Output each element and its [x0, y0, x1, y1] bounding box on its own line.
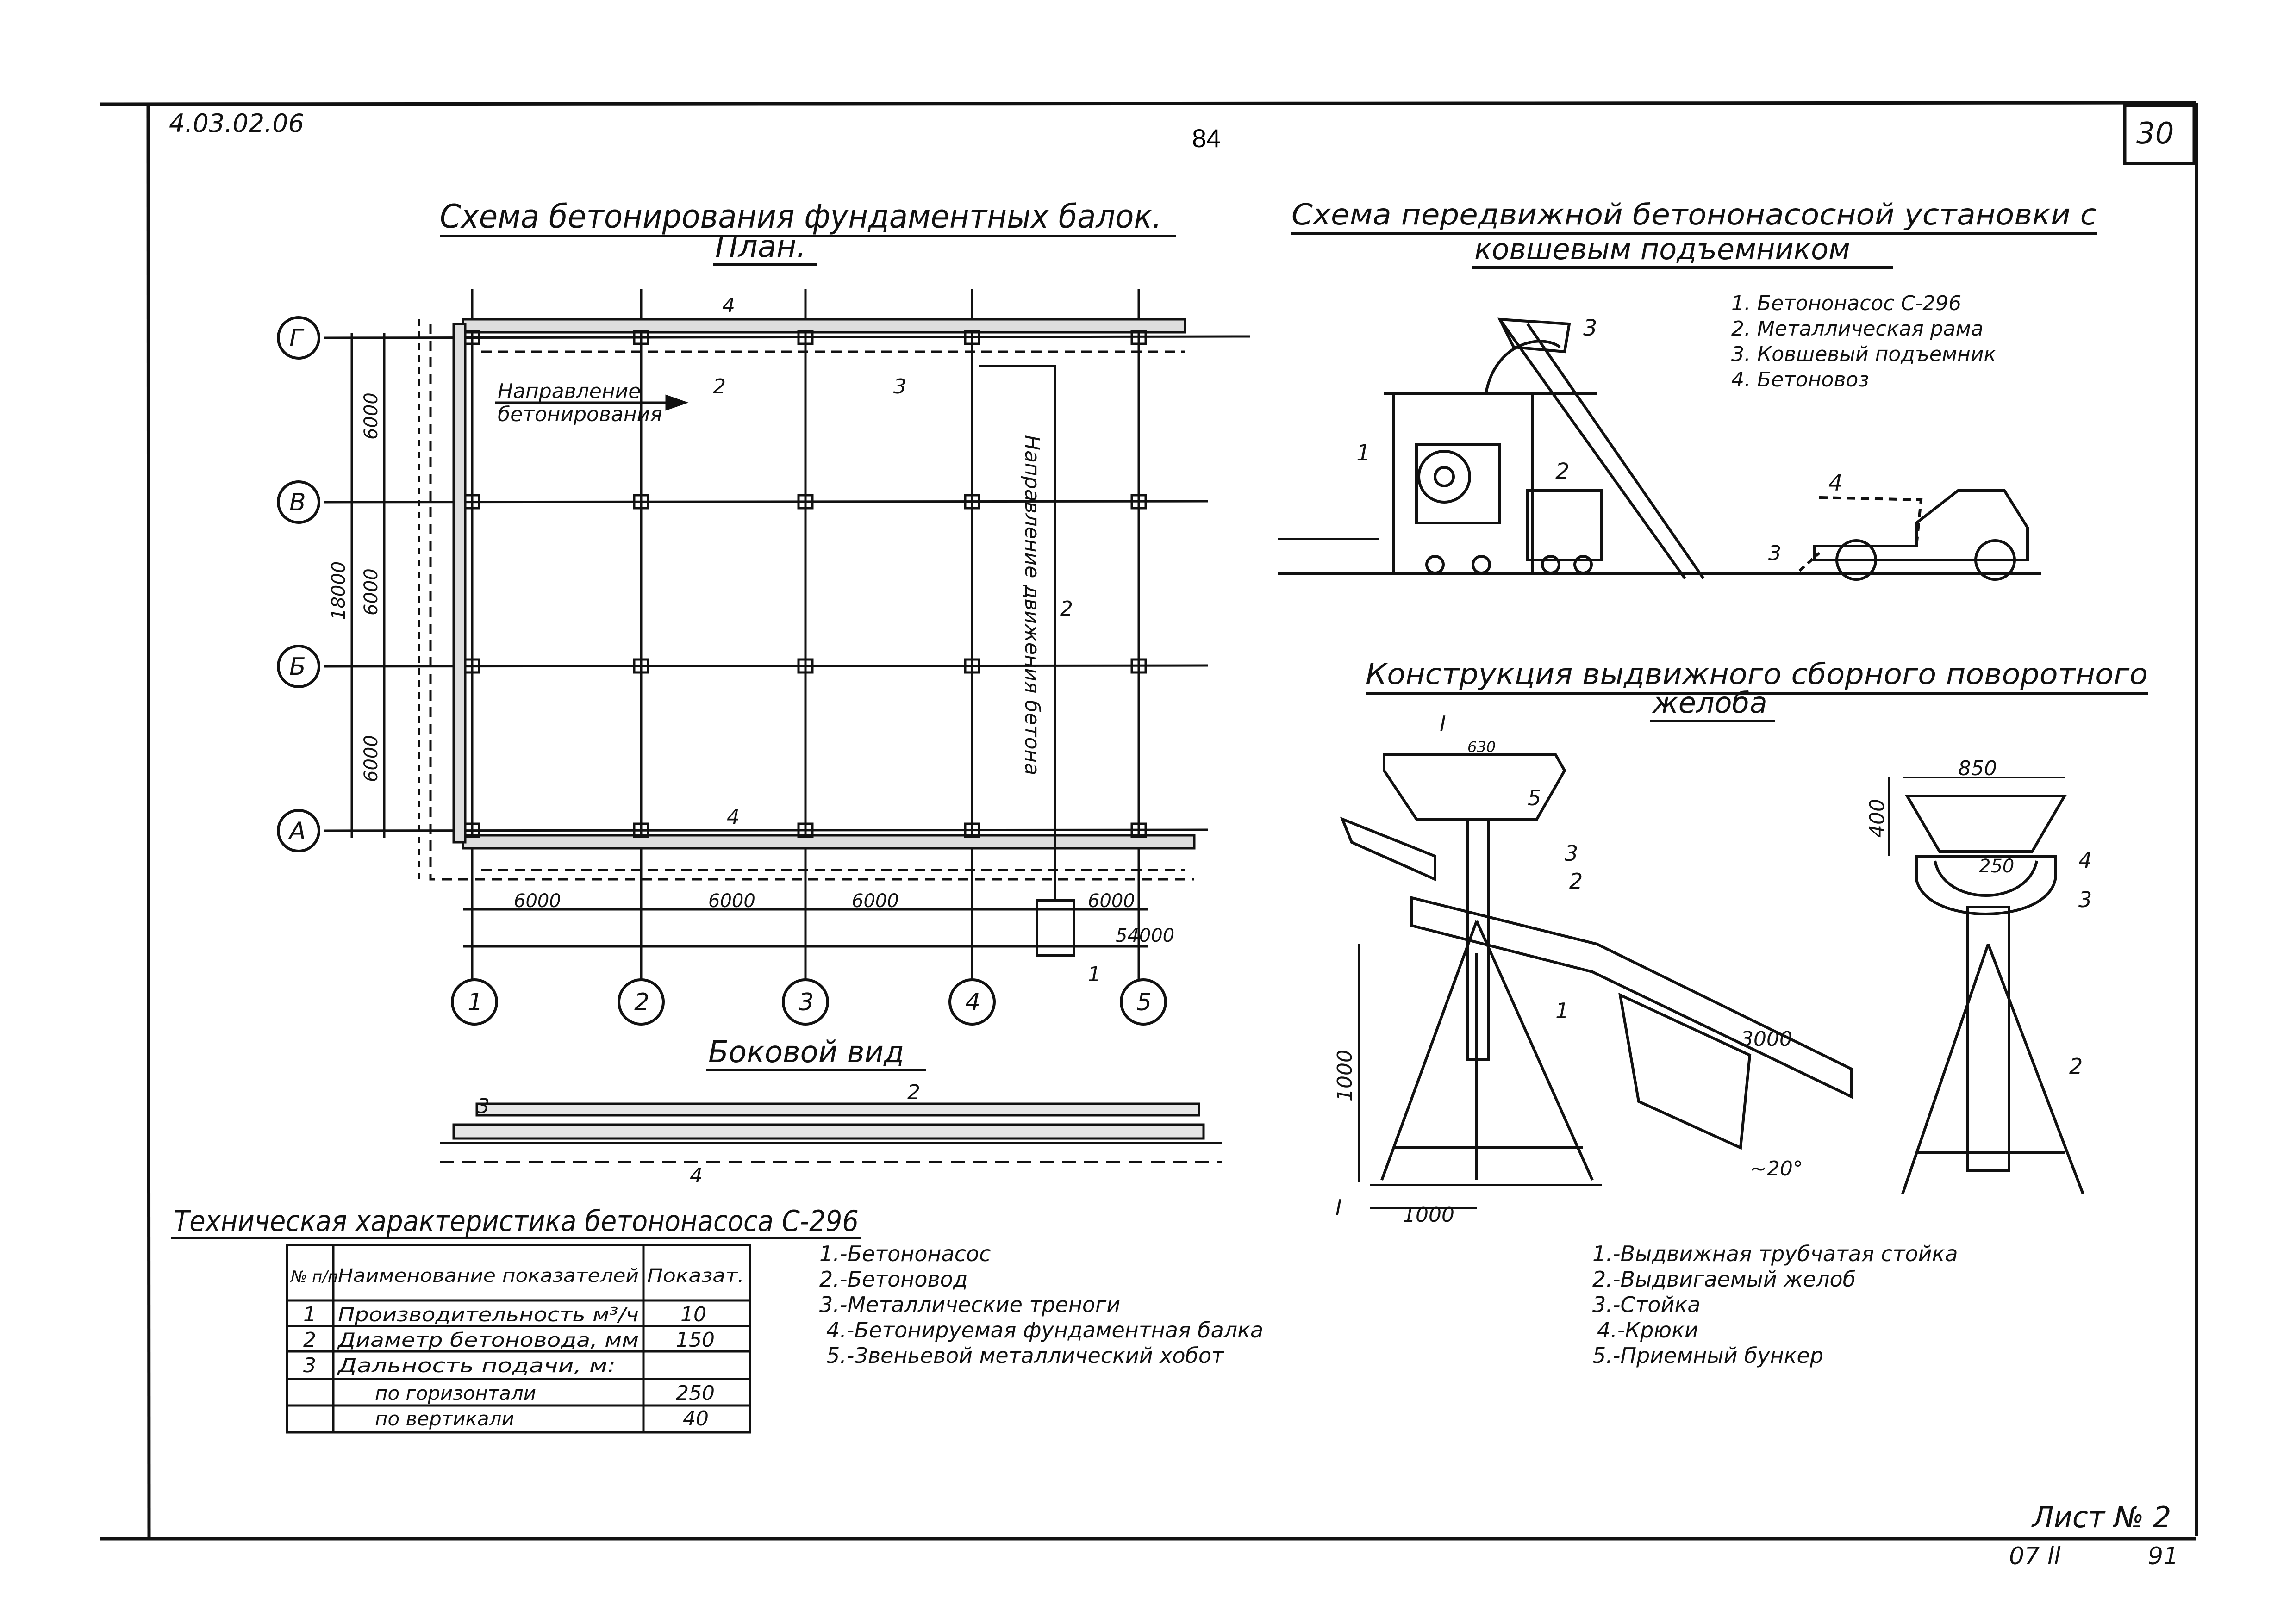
direction-label-1: Направление — [498, 379, 641, 403]
chute-dim-400: 400 — [1866, 799, 1889, 838]
chute-legend-5: 5.-Приемный бункер — [1592, 1343, 1824, 1368]
row-axis-В: В — [289, 489, 306, 516]
chute-dim-250: 250 — [1979, 856, 2015, 877]
spec-row-3-name: Дальность подачи, м: — [337, 1354, 616, 1377]
spec-row-4-name: по горизонтали — [375, 1382, 537, 1405]
chute-front-callout-2: 2 — [2069, 1054, 2083, 1079]
plan-title: Схема бетонирования фундаментных балок. — [440, 198, 1162, 236]
chute-dim-850: 850 — [1958, 757, 1997, 780]
chute-callout-1: 1 — [1555, 998, 1569, 1023]
chute-legend-2: 2.-Выдвигаемый желоб — [1592, 1267, 1856, 1292]
chute-title-1: Конструкция выдвижного сборного поворотного — [1366, 657, 2148, 691]
side-callout-2: 2 — [907, 1081, 920, 1104]
spec-header-value: Показат. — [647, 1265, 744, 1287]
chute-dim-1000-base: 1000 — [1403, 1203, 1454, 1227]
span-dim-2: 6000 — [708, 890, 755, 912]
chute-legend — [1592, 1241, 1958, 1368]
mobile-legend-4: 4. Бетоновоз — [1731, 368, 1869, 392]
col-axis-1: 1 — [468, 989, 483, 1016]
mobile-callout-1: 1 — [1356, 440, 1371, 466]
footer-left-code: 07 ll — [2009, 1542, 2061, 1570]
span-dim-1: 6000 — [514, 890, 561, 912]
mobile-unit-title-2: ковшевым подъемником — [1474, 232, 1850, 266]
side-callout-4: 4 — [690, 1164, 703, 1188]
span-dim-3: 6000 — [852, 890, 899, 912]
chute-title-2: желоба — [1653, 686, 1767, 720]
spec-row-2-value: 150 — [676, 1328, 715, 1352]
plan-legend-3: 3.-Металлические треноги — [819, 1292, 1121, 1317]
chute-legend-3: 3.-Стойка — [1592, 1292, 1701, 1317]
mobile-callout-4: 4 — [1828, 470, 1843, 496]
col-axis-2: 2 — [634, 989, 650, 1016]
spec-row-5-name: по вертикали — [375, 1407, 514, 1430]
footer-right-code: 91 — [2148, 1542, 2179, 1570]
col-axis-4: 4 — [965, 989, 981, 1016]
sheet-number: 30 — [2136, 117, 2174, 151]
direction-label-2: бетонирования — [498, 403, 662, 426]
plan-callout-4-top: 4 — [722, 294, 735, 317]
side-view-drawing — [440, 1104, 1222, 1162]
plan-legend-1: 1.-Бетононасос — [819, 1241, 991, 1266]
plan-grid — [324, 289, 1250, 981]
chute-legend-4: 4.-Крюки — [1597, 1318, 1698, 1343]
mobile-callout-3b: 3 — [1768, 541, 1781, 565]
mobile-legend-3: 3. Ковшевый подъемник — [1731, 342, 1997, 366]
mobile-unit-title-1: Схема передвижной бетононасосной установки с — [1292, 198, 2097, 231]
plan-legend-2: 2.-Бетоновод — [819, 1267, 968, 1292]
plan-legend-5: 5.-Звеньевой металлический хобот — [826, 1343, 1224, 1368]
mobile-legend-2: 2. Металлическая рама — [1731, 317, 1984, 341]
span-dim-4: 6000 — [1088, 890, 1135, 912]
chute-dim-3000: 3000 — [1741, 1027, 1792, 1051]
plan-callout-2-top: 2 — [713, 375, 726, 398]
spec-header-num: № п/п — [291, 1268, 338, 1286]
chute-callout-2: 2 — [1569, 869, 1583, 894]
row-axis-markers — [278, 317, 319, 851]
side-callout-3: 3 — [477, 1094, 490, 1118]
plan-legend-4: 4.-Бетонируемая фундаментная балка — [826, 1318, 1264, 1343]
chute-dim-1000-height: 1000 — [1333, 1050, 1357, 1101]
chute-front-callout-3: 3 — [2078, 887, 2092, 912]
total-width-dim: 54000 — [1116, 925, 1175, 946]
plan-legend — [819, 1241, 1263, 1368]
spec-row-1-value: 10 — [680, 1303, 706, 1326]
row-axis-Б: Б — [289, 653, 306, 681]
spec-row-4-value: 250 — [676, 1381, 715, 1405]
plan-callout-2-right: 2 — [1060, 597, 1073, 621]
side-view-title: Боковой вид — [708, 1035, 905, 1070]
vertical-direction-label: Направление движения бетона — [1020, 435, 1044, 776]
spec-row-2-name: Диаметр бетоновода, мм — [337, 1329, 639, 1351]
spec-row-3-num: 3 — [303, 1354, 316, 1377]
chute-dim-angle: ~20° — [1750, 1157, 1803, 1181]
chute-scale-note: 630 — [1467, 738, 1496, 756]
chute-front-callout-4: 4 — [2078, 848, 2092, 873]
mobile-callout-2: 2 — [1555, 459, 1570, 485]
spec-row-1-num: 1 — [303, 1303, 316, 1326]
left-dim-2: 6000 — [361, 568, 382, 616]
left-dim-1: 6000 — [361, 392, 382, 440]
col-axis-5: 5 — [1136, 989, 1152, 1016]
total-height-dim: 18000 — [328, 561, 349, 620]
spec-row-5-value: 40 — [683, 1407, 709, 1430]
mobile-callout-3: 3 — [1583, 315, 1597, 341]
row-axis-Г: Г — [289, 324, 303, 352]
chute-front-drawing — [1889, 777, 2083, 1194]
col-axis-3: 3 — [799, 989, 814, 1016]
plan-callout-1: 1 — [1088, 963, 1101, 986]
plan-callout-4-bottom: 4 — [727, 805, 740, 829]
chute-legend-1: 1.-Выдвижная трубчатая стойка — [1592, 1241, 1958, 1266]
spec-row-1-name: Производительность м³/ч — [338, 1303, 639, 1326]
mobile-unit-legend — [1731, 292, 1996, 392]
chute-section-mark: I — [1440, 711, 1446, 736]
chute-side-drawing — [1342, 754, 1852, 1208]
left-dim-3: 6000 — [361, 735, 382, 782]
chute-callout-5: 5 — [1528, 785, 1541, 810]
row-axis-А: А — [289, 817, 306, 845]
spec-table-title: Техническая характеристика бетононасоса С-296 — [174, 1204, 859, 1238]
spec-row-2-num: 2 — [303, 1328, 316, 1352]
chute-section-mark-bottom: I — [1335, 1195, 1342, 1220]
mobile-legend-1: 1. Бетононасос С-296 — [1731, 292, 1962, 315]
sheet-code: 4.03.02.06 — [169, 109, 304, 138]
page-number: 84 — [1192, 124, 1221, 153]
chute-callout-3: 3 — [1565, 841, 1578, 866]
plan-subtitle: План. — [715, 229, 806, 264]
footer-sheet-label: Лист № 2 — [2032, 1500, 2171, 1534]
spec-header-name: Наименование показателей — [338, 1265, 639, 1287]
plan-callout-3-top: 3 — [893, 375, 906, 398]
